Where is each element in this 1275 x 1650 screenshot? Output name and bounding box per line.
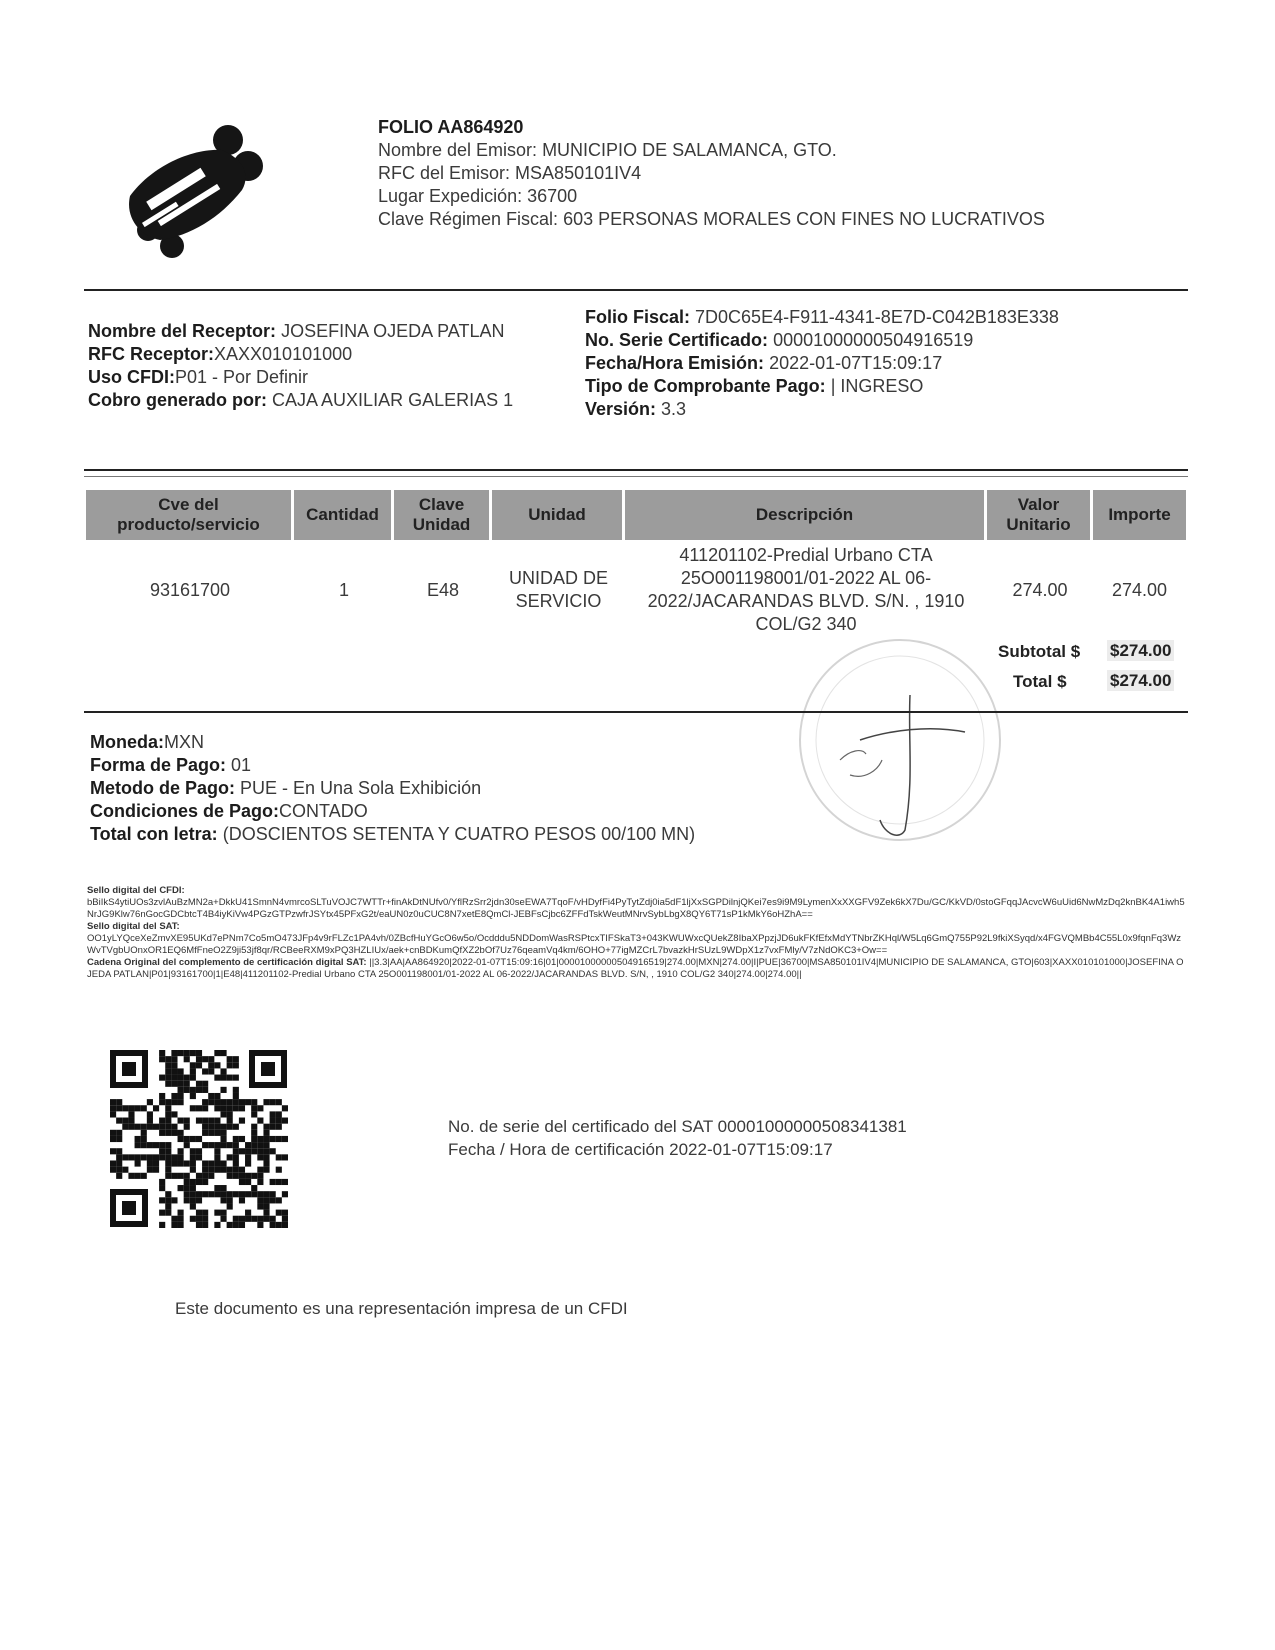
row-importe: 274.00 <box>1111 579 1168 600</box>
header-divider <box>84 289 1188 291</box>
fiscal-serie-line: No. Serie Certificado: 00001000000504916519 <box>585 330 974 350</box>
receptor-name-line: Nombre del Receptor: JOSEFINA OJEDA PATLAN <box>88 321 505 341</box>
payment-conditions-line: Condiciones de Pago:CONTADO <box>90 801 368 821</box>
issuer-rfc-line: RFC del Emisor: MSA850101IV4 <box>378 163 642 183</box>
row-descripcion: 411201102-Predial Urbano CTA 25O001198001/01-2022 AL 06-2022/JACARANDAS BLVD. S/N. , 1910 COL/G2 340 <box>647 545 965 634</box>
sat-certificate-block <box>448 1115 907 1161</box>
folio-number: FOLIO AA864920 <box>378 117 524 137</box>
payment-method-line: Metodo de Pago: PUE - En Una Sola Exhibición <box>90 778 482 798</box>
currency: MXN <box>164 732 204 752</box>
payment-block <box>90 731 695 846</box>
header-cve-producto: Cve del producto/servicio <box>86 490 294 540</box>
fiscal-type-line: Tipo de Comprobante Pago: | INGRESO <box>585 376 924 396</box>
payment-form: 01 <box>231 755 252 775</box>
header-valor-unitario: Valor Unitario <box>987 490 1093 540</box>
table-top-thin-divider <box>84 476 1188 477</box>
header-unidad: Unidad <box>492 490 625 540</box>
payment-conditions: CONTADO <box>279 801 368 821</box>
total-words: (DOSCIENTOS SETENTA Y CUATRO PESOS 00/100 MN) <box>222 824 696 844</box>
footer-note: Este documento es una representación impresa de un CFDI <box>175 1299 628 1318</box>
subtotal-label: Subtotal $ <box>998 642 1081 661</box>
receptor-block <box>88 320 513 412</box>
receptor-uso: P01 - Por Definir <box>175 367 309 387</box>
payment-method: PUE - En Una Sola Exhibición <box>240 778 482 798</box>
receptor-name: JOSEFINA OJEDA PATLAN <box>281 321 505 341</box>
fiscal-date-line: Fecha/Hora Emisión: 2022-01-07T15:09:17 <box>585 353 943 373</box>
cfdi-seal: bBiIkS4ytiUOs3zvlAuBzMN2a+DkkU41SmnN4vmrcoSLTuVOJC7WTTr+finAkDtNUfv0/YflRzSrr2jdn30seEWA7TqoF/vHDyfFi4PyTytZdj0ia5dF1ljXxSGPDilnjQKei7es9i9M9LymenXxXXGFV9Zek6kX7Du/GC/KkVD/0stoGFqqJAcvcW6uUid6NwMzDq2knBK4A1iwh5NrJG9Klw76nGocGDCbtcT4B4iyKiVw4PGzGTPzwfrJSYtx45PFxG2t/eaUN0z0uCUC8N7xetE8QmCl-JEBFsCjbc6ZFFdTskWeutMNrvSybLbgX8QY6T71sP1kMkY6oHZhA== <box>87 897 1185 920</box>
total-label: Total $ <box>1013 672 1067 691</box>
issuer-place-line: Lugar Expedición: 36700 <box>378 186 578 206</box>
table-bottom-divider <box>84 711 1188 713</box>
receptor-cobro: CAJA AUXILIAR GALERIAS 1 <box>272 390 514 410</box>
row-clave-unidad: E48 <box>426 579 460 600</box>
receptor-rfc: XAXX010101000 <box>214 344 353 364</box>
sat-seal: OO1yLYQceXeZmvXE95UKd7ePNm7Co5mO473JFp4v9rFLZc1PA4vh/0ZBcfHuYGcO6w5o/Ocdddu5NDDomWasRSPtcxTIFSkaT3+043KWUWxcQUekZ8IbaXPpzjJD6ukFKfEfxMdYTNbrZKHql/W5Lq6GmQ755P92L9fkiXSyqd/x4FGVQMBb4C55L0x9fqnFq3WzWvTVgbUOnxOR1EQ6MfFneO2Z9ji53jf8qr/RCBeeRXM9xPQ3HZLIUx/aek+cnBDKumQfXZ2bOf7Uz76qeamVq4km/6OHO+77igMZCrL7bvazkHrSUzL9WDpX1z7vxFMly/V7zNdOKC3+Ow== <box>87 933 1182 956</box>
sat-serie: 00001000000508341381 <box>717 1117 907 1136</box>
sat-serie-line: No. de serie del certificado del SAT 00001000000508341381 <box>448 1117 907 1136</box>
sat-seal-label: Sello digital del SAT: <box>87 921 180 932</box>
receptor-rfc-line: RFC Receptor:XAXX010101000 <box>88 344 353 364</box>
receptor-cobro-line: Cobro generado por: CAJA AUXILIAR GALERIAS 1 <box>88 390 514 410</box>
issuer-regime: 603 PERSONAS MORALES CON FINES NO LUCRATIVOS <box>563 209 1045 229</box>
municipality-logo-icon <box>110 118 270 263</box>
fiscal-type: | INGRESO <box>830 376 924 396</box>
fiscal-serie: 00001000000504916519 <box>773 330 974 350</box>
header-descripcion: Descripción <box>625 490 987 540</box>
header-importe: Importe <box>1093 490 1186 540</box>
row-clave: 93161700 <box>149 579 231 600</box>
payment-form-line: Forma de Pago: 01 <box>90 755 252 775</box>
qr-code-icon <box>110 1050 288 1228</box>
issuer-rfc: MSA850101IV4 <box>515 163 642 183</box>
receptor-uso-line: Uso CFDI:P01 - Por Definir <box>88 367 309 387</box>
subtotal-value: $274.00 <box>1107 641 1174 661</box>
digital-seals <box>87 885 1187 981</box>
signature-stamp-icon <box>790 630 1010 860</box>
items-table-header <box>86 490 1186 540</box>
sat-date: 2022-01-07T15:09:17 <box>669 1140 833 1159</box>
fiscal-folio-line: Folio Fiscal: 7D0C65E4-F911-4341-8E7D-C042B183E338 <box>585 307 1059 327</box>
header-cantidad: Cantidad <box>294 490 394 540</box>
fiscal-block <box>585 306 1059 421</box>
row-valor-unitario: 274.00 <box>1012 579 1068 600</box>
fiscal-date: 2022-01-07T15:09:17 <box>769 353 943 373</box>
fiscal-version-line: Versión: 3.3 <box>585 399 687 419</box>
total-words-line: Total con letra: (DOSCIENTOS SETENTA Y CUATRO PESOS 00/100 MN) <box>90 824 696 844</box>
fiscal-version: 3.3 <box>661 399 687 419</box>
total-value: $274.00 <box>1107 671 1174 691</box>
row-cantidad: 1 <box>338 579 349 600</box>
cadena-original: Cadena Original del complemento de certificación digital SAT: ||3.3|AA|AA864920|2022-01-07T15:09:16|01|00001000000504916519|274.00|MXN|274.00|I|PUE|36700|MSA850101IV4|MUNICIPIO DE SALAMANCA, GTO|603|XAXX010101000|JOSEFINA OJEDA PATLAN|P01|93161700|1|E48|411201102-Predial Urbano CTA 25O001198001/01-2022 AL 06-2022/JACARANDAS BLVD. S/N, , 1910 COL/G2 340|274.00|274.00|| <box>87 957 1184 980</box>
currency-line: Moneda:MXN <box>90 732 204 752</box>
fiscal-folio: 7D0C65E4-F911-4341-8E7D-C042B183E338 <box>695 307 1059 327</box>
table-top-divider <box>84 469 1188 471</box>
sat-date-line: Fecha / Hora de certificación 2022-01-07T15:09:17 <box>448 1140 833 1159</box>
issuer-name-line: Nombre del Emisor: MUNICIPIO DE SALAMANCA, GTO. <box>378 140 837 160</box>
issuer-name: MUNICIPIO DE SALAMANCA, GTO. <box>542 140 837 160</box>
issuer-regime-line: Clave Régimen Fiscal: 603 PERSONAS MORALES CON FINES NO LUCRATIVOS <box>378 209 1045 229</box>
header-clave-unidad: Clave Unidad <box>394 490 492 540</box>
row-unidad: UNIDAD DE SERVICIO <box>508 568 608 611</box>
issuer-block <box>378 116 1045 231</box>
issuer-place: 36700 <box>527 186 578 206</box>
cfdi-seal-label: Sello digital del CFDI: <box>87 885 185 896</box>
